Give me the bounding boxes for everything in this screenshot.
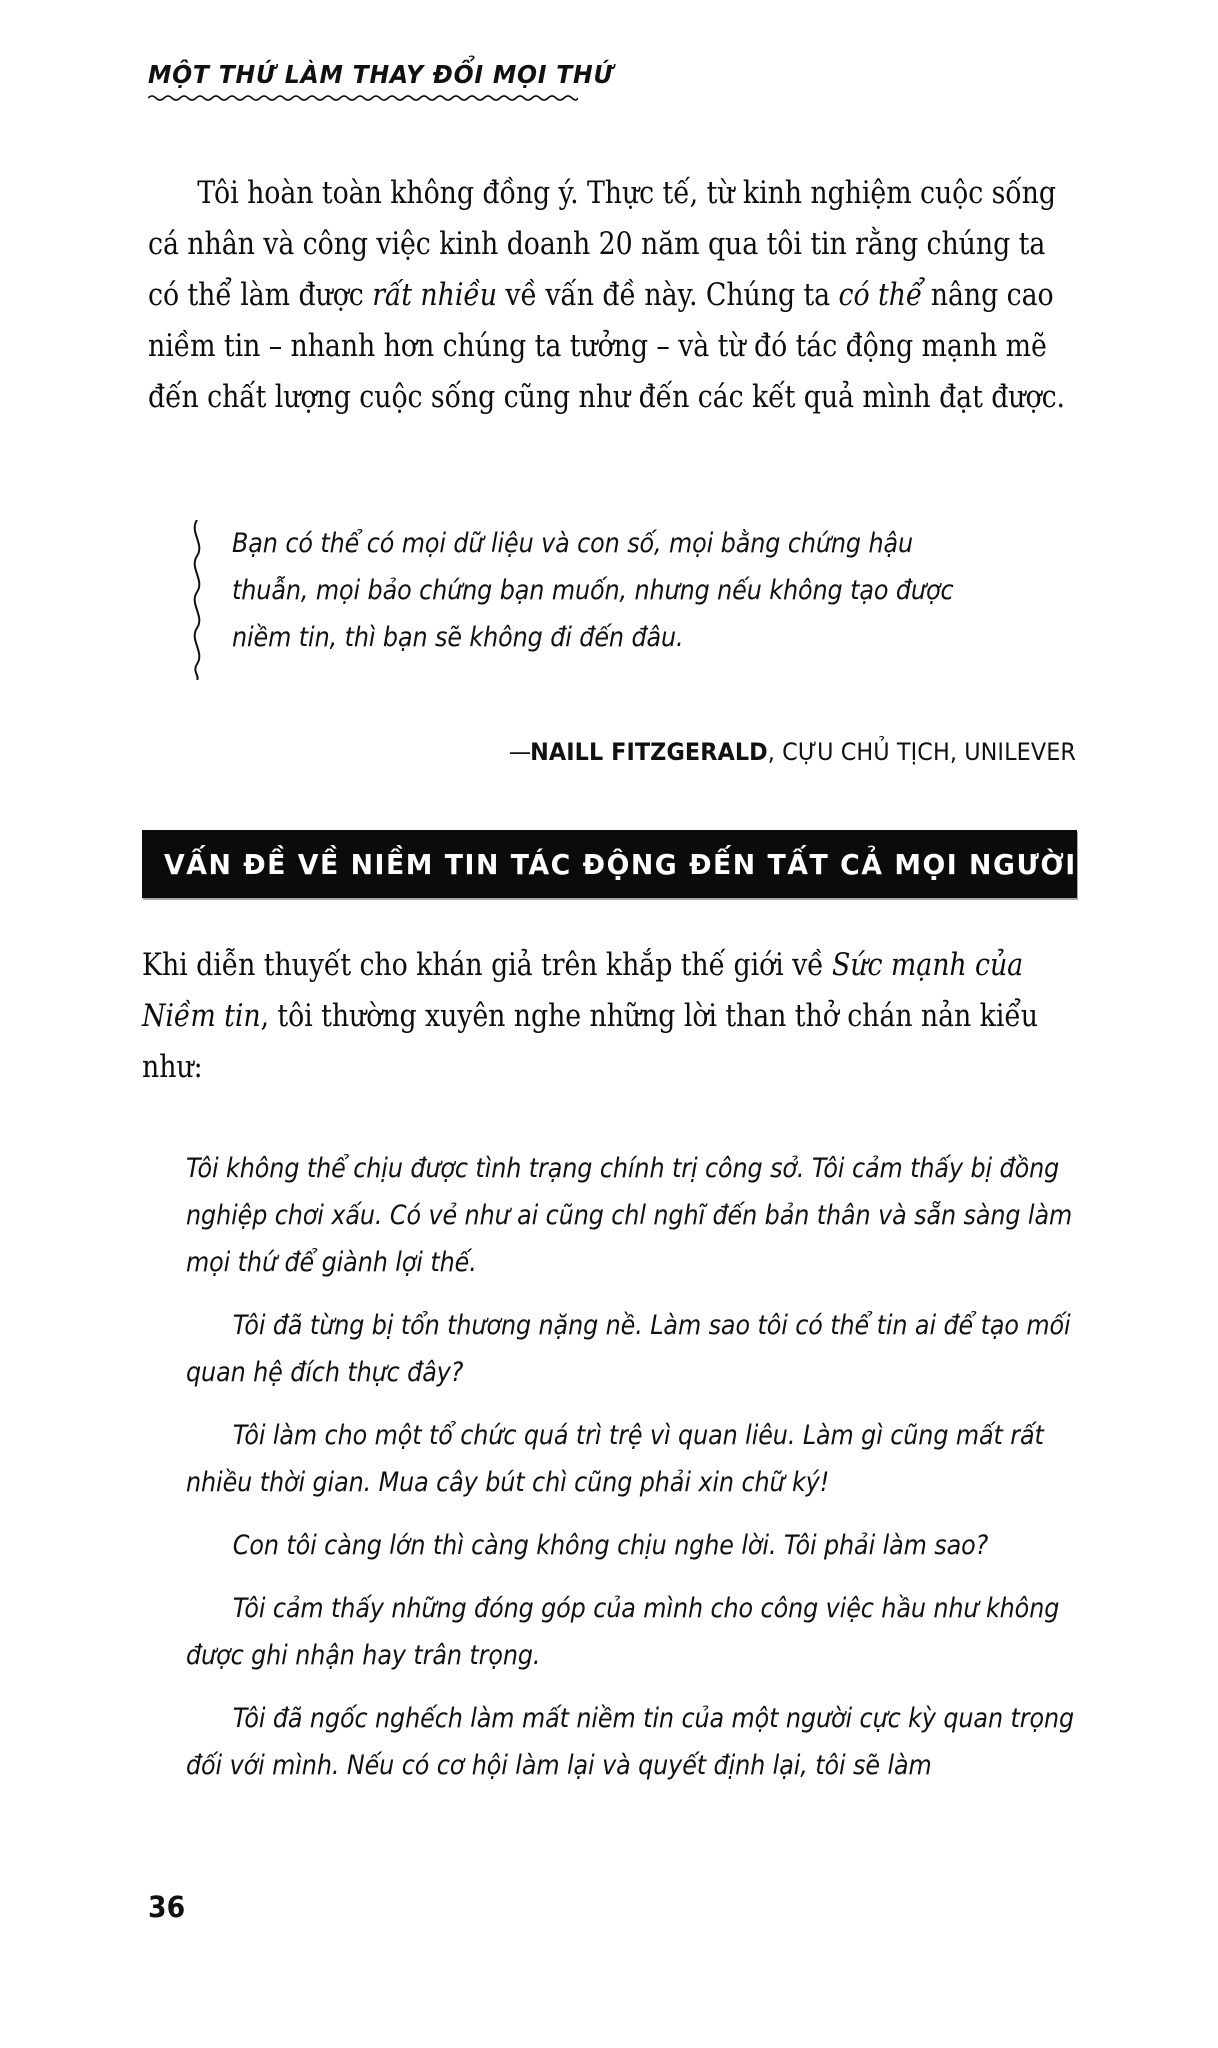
intro-paragraph-block — [148, 168, 1073, 423]
page-number: 36 — [148, 1890, 186, 1924]
attribution-name: NAILL FITZGERALD — [530, 738, 768, 766]
pull-quote-block — [186, 520, 1076, 766]
testimonial-3: Tôi làm cho một tổ chức quá trì trệ vì quan liêu. Làm gì cũng mất rất nhiều thời gian. Mua cây bút chì cũng phải xin chữ ký! — [186, 1420, 1044, 1498]
testimonial-1: Tôi không thể chịu được tình trạng chính trị công sở. Tôi cảm thấy bị đồng nghiệp chơi xấu. Có vẻ như ai cũng chl nghĩ đến bản thân và sẵn sàng làm mọi thứ để giành lợi thế. — [186, 1153, 1073, 1278]
section-intro-block — [142, 940, 1077, 1093]
attribution-dash: — — [508, 738, 531, 766]
attribution-role: , CỰU CHỦ TỊCH, UNILEVER — [767, 738, 1076, 766]
testimonial-5: Tôi cảm thấy những đóng góp của mình cho công việc hầu như không được ghi nhận hay trân trọng. — [186, 1593, 1060, 1671]
pull-quote-attribution — [248, 738, 1076, 766]
section-banner-label: VẤN ĐỀ VỀ NIỀM TIN TÁC ĐỘNG ĐẾN TẤT CẢ MỌI NGƯỜI — [164, 847, 1077, 881]
wavy-underline-icon — [148, 94, 578, 102]
intro-paragraph: Tôi hoàn toàn không đồng ý. Thực tế, từ kinh nghiệm cuộc sống cá nhân và công việc kinh doanh 20 năm qua tôi tin rằng chúng ta có thể làm được rất nhiều về vấn đề này. Chúng ta có thể nâng cao niềm tin – nhanh hơn chúng ta tưởng – và từ đó tác động mạnh mẽ đến chất lượng cuộc sống cũng như đến các kết quả mình đạt được. — [148, 176, 1065, 415]
testimonial-4: Con tôi càng lớn thì càng không chịu nghe lời. Tôi phải làm sao? — [232, 1530, 989, 1561]
pull-quote-text: Bạn có thể có mọi dữ liệu và con số, mọi bằng chứng hậu thuẫn, mọi bảo chứng bạn muốn, nhưng nếu không tạo được niềm tin, thì bạn sẽ không đi đến đâu. — [232, 528, 954, 653]
squiggle-rule-icon — [186, 520, 208, 680]
testimonial-list — [186, 1145, 1076, 1805]
section-banner — [142, 830, 1077, 898]
testimonial-2: Tôi đã từng bị tổn thương nặng nề. Làm sao tôi có thể tin ai để tạo mối quan hệ đích thực đây? — [186, 1310, 1071, 1388]
running-head-title: MỘT THỨ LÀM THAY ĐỔI MỌI THỨ — [148, 60, 614, 89]
running-head — [148, 60, 1048, 102]
section-intro-paragraph: Khi diễn thuyết cho khán giả trên khắp thế giới về Sức mạnh của Niềm tin, tôi thường xuyên nghe những lời than thở chán nản kiểu như: — [142, 948, 1038, 1085]
testimonial-6: Tôi đã ngốc nghếch làm mất niềm tin của một người cực kỳ quan trọng đối với mình. Nếu có cơ hội làm lại và quyết định lại, tôi sẽ làm — [186, 1703, 1075, 1781]
